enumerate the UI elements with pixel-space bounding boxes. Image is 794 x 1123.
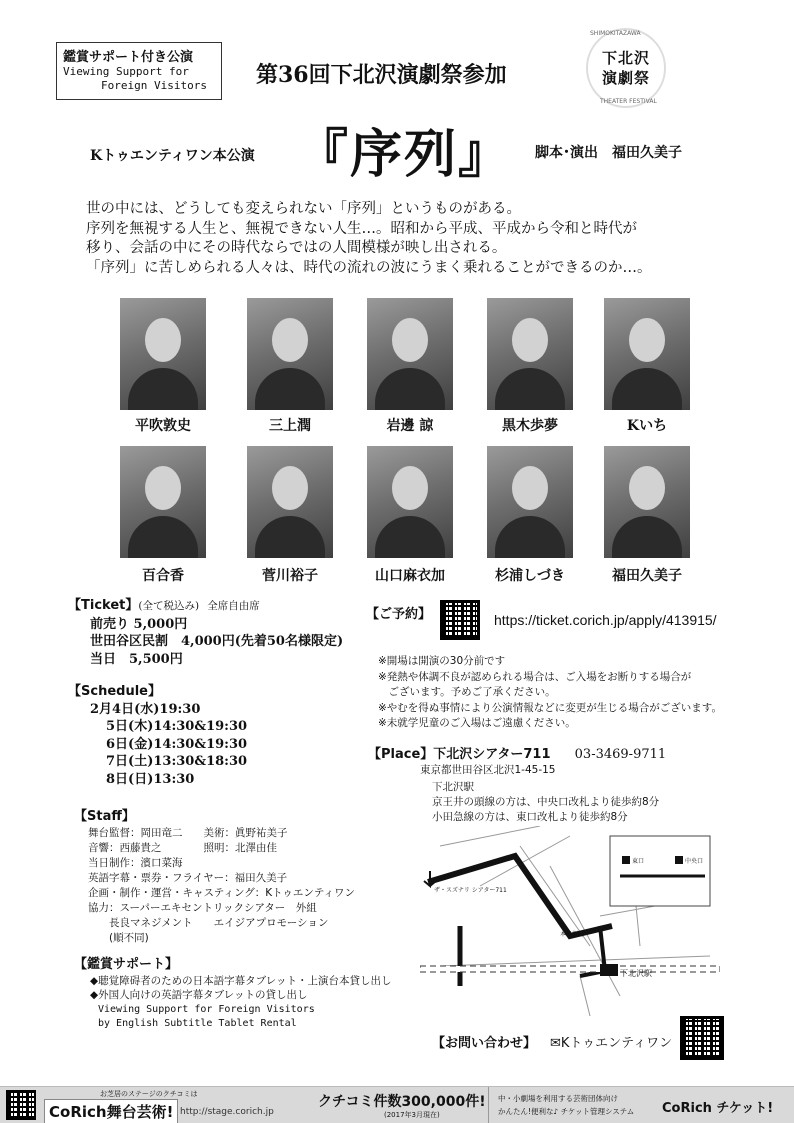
viewing-support-header: 【鑑賞サポート】 — [74, 957, 179, 972]
staff-line: 長良マネジメント エイジアプロモーション — [88, 916, 329, 929]
reservation-header — [366, 603, 431, 622]
cast-name: 菅川裕子 — [262, 568, 318, 584]
footer-tag: お芝居のステージのクチコミは — [100, 1090, 198, 1098]
access-line: 下北沢駅 — [432, 781, 474, 793]
note-line: ※未就学児童のご入場はご遠慮ください。 — [378, 717, 576, 729]
staff-header: 【Staff】 — [74, 809, 135, 824]
inquiry-header: 【お問い合わせ】 — [432, 1036, 537, 1051]
credit-name: 福田久美子 — [612, 145, 682, 161]
footer-count-note: (2017年3月現在) — [384, 1111, 440, 1119]
map-label-station: 下北沢駅 — [620, 969, 652, 978]
festival-heading: 第36回下北沢演劇祭参加 — [256, 62, 507, 88]
note-line: ※やむを得ぬ事情により公演情報などに変更が生じる場合がございます。 — [378, 701, 722, 714]
credit-role: 脚本･演出 — [535, 145, 598, 161]
map-inset — [610, 836, 710, 906]
staff-line: 当日制作：濱口菜海 — [88, 856, 183, 869]
inquiry-section — [432, 1032, 672, 1051]
place-section — [368, 743, 666, 762]
venue-map — [420, 826, 720, 1016]
logo-line1: 下北沢 — [602, 49, 651, 67]
map-label-east: 東口 — [632, 858, 645, 865]
notes — [378, 654, 778, 732]
synopsis-line: 世の中には、どうしても変えられない「序列」というものがある。 — [86, 201, 521, 217]
footer-system-line2: かんたん!便利な♪ チケット管理システム — [498, 1107, 635, 1116]
staff-line: (順不同) — [88, 931, 149, 944]
company-name: Kトゥエンティワン本公演 — [90, 148, 255, 164]
ticket-price-line: 世田谷区民割 4,000円(先着50名様限定) — [90, 634, 344, 649]
note-line: ※開場は開演の30分前です — [378, 655, 506, 667]
staff-section — [74, 808, 374, 946]
cast-name: 百合香 — [142, 568, 184, 584]
footer-banner — [0, 1086, 794, 1123]
schedule-line: 8日(日)13:30 — [106, 771, 195, 787]
logo-line2: 演劇祭 — [602, 69, 651, 87]
cast-name: 岩邊 諒 — [386, 418, 434, 434]
footer-qr-code[interactable] — [6, 1090, 36, 1120]
inquiry-org: ✉Kトゥエンティワン — [550, 1036, 673, 1051]
cast-name: 杉浦しづき — [495, 568, 565, 584]
reservation-qr-code[interactable] — [440, 600, 480, 640]
support-box-jp: 鑑賞サポート付き公演 — [63, 50, 194, 65]
note-line: ※発熱や体調不良が認められる場合は、ご入場をお断りする場合が — [378, 670, 692, 683]
cast-name: 山口麻衣加 — [375, 568, 445, 584]
schedule-section — [68, 683, 247, 788]
ticket-header: 【Ticket】 — [68, 598, 139, 613]
reservation-url[interactable]: https://ticket.corich.jp/apply/413915/ — [494, 612, 717, 628]
footer-divider — [488, 1087, 489, 1123]
synopsis — [86, 200, 726, 278]
schedule-header: 【Schedule】 — [68, 684, 161, 699]
schedule-line: 7日(土)13:30&18:30 — [106, 754, 248, 769]
schedule-line: 2月4日(水)19:30 — [90, 701, 201, 717]
footer-count: クチコミ件数300,000件! — [318, 1094, 486, 1110]
note-line: ございます。予めご了承ください。 — [378, 686, 556, 698]
cast-photo — [487, 446, 573, 558]
ticket-seating: 全席自由席 — [207, 600, 260, 612]
access-info — [432, 780, 659, 825]
schedule-line: 6日(金)14:30&19:30 — [106, 736, 248, 752]
viewing-support-section — [74, 956, 414, 1032]
access-line: 小田急線の方は、東口改札より徒歩約8分 — [432, 811, 628, 823]
viewing-support-line: ◆聴覚障碍者のための日本語字幕タブレット・上演台本貸し出し — [90, 974, 392, 987]
play-title: 『序列』 — [296, 125, 513, 185]
ticket-price-line: 前売り 5,000円 — [90, 616, 188, 632]
writer-director-credit — [535, 142, 682, 162]
cast-name: 三上潤 — [269, 418, 311, 434]
staff-line: 舞台監督：岡田竜二 美術：眞野祐美子 — [88, 826, 288, 839]
footer-url[interactable]: http://stage.corich.jp — [180, 1107, 274, 1117]
footer-ticket-brand[interactable]: CoRich チケット! — [662, 1101, 774, 1116]
viewing-support-line: ◆外国人向けの英語字幕タブレットの貸し出し — [90, 989, 308, 1001]
viewing-support-line: by English Subtitle Tablet Rental — [98, 1018, 297, 1029]
staff-line: 協力：スーパーエキセントリックシアター 外組 — [88, 901, 317, 914]
access-line: 京王井の頭線の方は、中央口改札より徒歩約8分 — [432, 796, 660, 808]
viewing-support-box — [56, 42, 222, 100]
cast-name: 平吹敦史 — [135, 418, 191, 434]
map-label-theater: ザ・スズナリ シアター711 — [434, 887, 507, 894]
cast-photo — [604, 446, 690, 558]
cast-name: 福田久美子 — [612, 568, 682, 584]
cast-photo — [120, 446, 206, 558]
cast-photo — [247, 446, 333, 558]
venue-phone: 03-3469-9711 — [574, 747, 667, 762]
staff-line: 英語字幕・票券・フライヤー：福田久美子 — [88, 871, 288, 884]
footer-brand[interactable]: CoRich舞台芸術! — [44, 1099, 178, 1123]
schedule-line: 5日(木)14:30&19:30 — [106, 719, 248, 734]
staff-line: 企画・制作・運営・キャスティング：Kトゥエンティワン — [88, 886, 356, 899]
footer-system-line1: 中・小劇場を利用する芸術団体向け — [498, 1094, 618, 1103]
reservation-header-text: 【ご予約】 — [366, 607, 432, 622]
ticket-tax-note: (全て税込み) — [138, 600, 200, 612]
cast-photo — [367, 298, 453, 410]
logo-arc-bottom: THEATER FESTIVAL — [600, 98, 657, 105]
cast-name: 黒木歩夢 — [502, 418, 558, 434]
ticket-price-line: 当日 5,500円 — [90, 651, 183, 667]
inquiry-qr-code[interactable] — [680, 1016, 724, 1060]
staff-line: 音響：西藤貴之 照明：北澤由佳 — [88, 841, 277, 854]
map-label-center: 中央口 — [685, 858, 704, 865]
synopsis-line: 「序列」に苦しめられる人々は、時代の流れの波にうまく乗れることができるのか…。 — [86, 259, 652, 276]
place-header: 【Place】 — [368, 747, 434, 762]
cast-photo — [120, 298, 206, 410]
venue-address: 東京都世田谷区北沢1-45-15 — [420, 764, 556, 776]
logo-arc-top: SHIMOKITAZAWA — [590, 30, 641, 37]
cast-photo — [247, 298, 333, 410]
cast-photo — [487, 298, 573, 410]
support-box-en2: Foreign Visitors — [101, 79, 207, 92]
ticket-section — [68, 597, 343, 668]
synopsis-line: 移り、会話の中にその時代ならではの人間模様が映し出される。 — [86, 240, 507, 256]
synopsis-line: 序列を無視する人生と、無視できない人生…。昭和から平成、平成から令和と時代が — [86, 220, 637, 237]
viewing-support-line: Viewing Support for Foreign Visitors — [98, 1003, 315, 1015]
cast-photo — [367, 446, 453, 558]
map-label-honda: 本多劇場 — [560, 931, 585, 938]
venue-name: 下北沢シアター711 — [433, 747, 551, 762]
cast-name: Kいち — [626, 418, 668, 434]
support-box-en1: Viewing Support for — [63, 65, 189, 78]
station-marker — [600, 964, 618, 976]
cast-photo — [604, 298, 690, 410]
festival-logo — [586, 28, 666, 108]
